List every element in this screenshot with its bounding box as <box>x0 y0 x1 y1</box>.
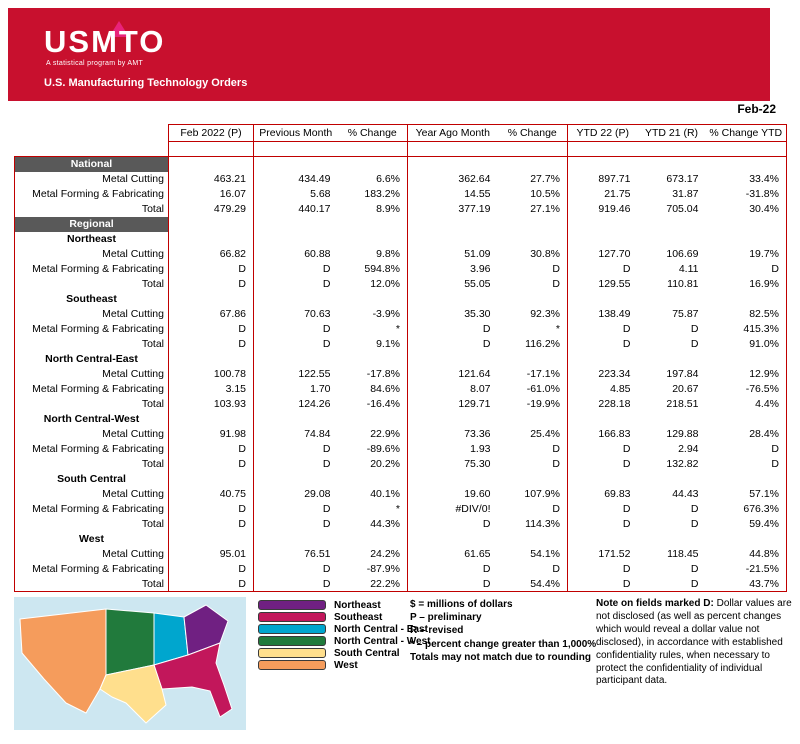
disclosure-note <box>596 598 792 688</box>
row-label-header <box>15 125 169 142</box>
section-band-row <box>15 217 787 232</box>
cell-value: 95.01 <box>169 547 254 562</box>
legend-item <box>258 623 431 635</box>
legend-label: South Central <box>334 647 400 659</box>
cell-value: 91.98 <box>169 427 254 442</box>
us-regions-map <box>14 597 246 730</box>
cell-value: 28.4% <box>706 427 787 442</box>
row-label: Metal Cutting <box>15 487 169 502</box>
cell-value: 415.3% <box>706 322 787 337</box>
table-header-row <box>15 125 787 142</box>
cell-value: 82.5% <box>706 307 787 322</box>
table-row <box>15 427 787 442</box>
cell-value: * <box>555 323 560 335</box>
cell-value: * <box>395 323 400 335</box>
col-header-feb-2022: Feb 2022 (P) <box>169 125 254 142</box>
cell-value: 19.7% <box>706 247 787 262</box>
cell-value: D <box>169 262 254 277</box>
cell-value: 594.8% <box>364 263 400 275</box>
cell-value: -61.0% <box>526 383 560 395</box>
cell-value: D <box>254 262 338 277</box>
row-label: Total <box>15 457 169 472</box>
legend-label: Northeast <box>334 599 381 611</box>
region-header-row <box>15 412 787 427</box>
cell-value: 106.69 <box>666 248 699 260</box>
region-header-label: South Central <box>15 472 169 487</box>
cell-value: 114.3% <box>525 518 560 530</box>
cell-value: 166.83 <box>568 427 638 442</box>
table-row <box>15 307 787 322</box>
row-label: Metal Forming & Fabricating <box>15 442 169 457</box>
cell-value: D <box>169 322 254 337</box>
cell-value: D <box>568 457 638 472</box>
cell-value: 54.1% <box>530 548 560 560</box>
row-label: Total <box>15 277 169 292</box>
cell-value: 61.65 <box>408 547 498 562</box>
cell-value: 100.78 <box>169 367 254 382</box>
cell-value: 44.3% <box>370 518 400 530</box>
row-label: Metal Cutting <box>15 547 169 562</box>
cell-value: 110.81 <box>667 278 699 290</box>
legend-swatch <box>258 660 326 670</box>
footnote-line: R – revised <box>410 625 464 637</box>
cell-value: 51.09 <box>408 247 498 262</box>
cell-value: D <box>690 503 699 515</box>
cell-value: D <box>690 563 699 575</box>
cell-value: D <box>169 457 254 472</box>
col-header-year-ago-month: Year Ago Month <box>408 125 498 142</box>
table-row <box>15 262 787 277</box>
cell-value: 57.1% <box>706 487 787 502</box>
cell-value: 25.4% <box>530 428 560 440</box>
cell-value: 218.51 <box>666 398 699 410</box>
cell-value: D <box>706 442 787 457</box>
table-row <box>15 487 787 502</box>
disclosure-note-body: Dollar values are not disclosed (as well as percent changes which would reveal a dollar value not disclosed), in accordance with established confidentiality rules, when necessary to protect the confidentiality of individual participant data. <box>596 598 792 687</box>
cell-value: 29.08 <box>254 487 338 502</box>
cell-value: D <box>169 502 254 517</box>
cell-value: 183.2% <box>364 188 400 200</box>
table-row <box>15 247 787 262</box>
cell-value: 463.21 <box>169 172 254 187</box>
legend-swatch <box>258 636 326 646</box>
footnote-line: * – percent change greater than 1,000% <box>410 638 597 650</box>
cell-value: 12.9% <box>706 367 787 382</box>
cell-value: 44.8% <box>706 547 787 562</box>
region-header-row <box>15 532 787 547</box>
cell-value: 84.6% <box>370 383 400 395</box>
cell-value: 440.17 <box>254 202 338 217</box>
cell-value: 31.87 <box>672 188 699 200</box>
map-legend <box>258 599 431 671</box>
cell-value: D <box>568 577 638 592</box>
legend-label: West <box>334 659 358 671</box>
cell-value: 69.83 <box>568 487 638 502</box>
cell-value: 74.84 <box>254 427 338 442</box>
col-header-pct-change-ytd: % Change YTD <box>706 125 787 142</box>
cell-value: D <box>568 262 638 277</box>
region-header-row <box>15 292 787 307</box>
cell-value: -31.8% <box>706 187 787 202</box>
legend-label: Southeast <box>334 611 383 623</box>
footnote-line: Totals may not match due to rounding <box>410 651 591 663</box>
region-header-row <box>15 472 787 487</box>
cell-value: #DIV/0! <box>408 502 498 517</box>
cell-value: 20.67 <box>672 383 699 395</box>
cell-value: 5.68 <box>254 187 338 202</box>
cell-value: D <box>254 517 338 532</box>
cell-value: 6.6% <box>376 173 400 185</box>
footnotes <box>410 598 596 664</box>
cell-value: 27.1% <box>530 203 560 215</box>
footnote-line: $ = millions of dollars <box>410 599 513 610</box>
row-label: Metal Forming & Fabricating <box>15 562 169 577</box>
table-row <box>15 577 787 592</box>
cell-value: 103.93 <box>169 397 254 412</box>
cell-value: D <box>254 322 338 337</box>
cell-value: D <box>169 442 254 457</box>
table-row <box>15 547 787 562</box>
cell-value: 67.86 <box>169 307 254 322</box>
cell-value: 75.87 <box>672 308 699 320</box>
row-label: Total <box>15 517 169 532</box>
legend-label: North Central - East <box>334 623 428 635</box>
cell-value: D <box>568 562 638 577</box>
banner-subtitle: U.S. Manufacturing Technology Orders <box>44 77 248 89</box>
legend-swatch <box>258 612 326 622</box>
table-row <box>15 442 787 457</box>
row-label: Total <box>15 397 169 412</box>
legend-item <box>258 611 431 623</box>
row-label: Metal Forming & Fabricating <box>15 322 169 337</box>
cell-value: 44.43 <box>672 488 699 500</box>
legend-label: North Central - West <box>334 635 431 647</box>
cell-value: 19.60 <box>408 487 498 502</box>
cell-value: 197.84 <box>666 368 699 380</box>
cell-value: -16.4% <box>366 398 400 410</box>
cell-value: 132.82 <box>666 458 699 470</box>
cell-value: D <box>408 517 498 532</box>
cell-value: -21.5% <box>706 562 787 577</box>
cell-value: D <box>552 458 560 470</box>
cell-value: 118.45 <box>667 548 699 560</box>
region-header-label: West <box>15 532 169 547</box>
cell-value: D <box>169 577 254 592</box>
cell-value: 676.3% <box>706 502 787 517</box>
cell-value: 21.75 <box>568 187 638 202</box>
region-header-label: North Central-East <box>15 352 169 367</box>
footnote-line: P – preliminary <box>410 612 482 624</box>
cell-value: 673.17 <box>666 173 699 185</box>
legend-swatch <box>258 624 326 634</box>
section-band-label: National <box>15 157 169 172</box>
table-row <box>15 367 787 382</box>
cell-value: 434.49 <box>254 172 338 187</box>
row-label: Metal Forming & Fabricating <box>15 502 169 517</box>
cell-value: D <box>568 502 638 517</box>
cell-value: 75.30 <box>408 457 498 472</box>
row-label: Metal Forming & Fabricating <box>15 262 169 277</box>
cell-value: D <box>254 337 338 352</box>
cell-value: 60.88 <box>254 247 338 262</box>
cell-value: 12.0% <box>370 278 400 290</box>
cell-value: D <box>408 337 498 352</box>
disclosure-note-lead: Note on fields marked D: <box>596 598 714 609</box>
cell-value: 24.2% <box>370 548 400 560</box>
cell-value: 9.1% <box>376 338 400 350</box>
cell-value: D <box>254 442 338 457</box>
cell-value: 127.70 <box>568 247 638 262</box>
cell-value: 116.2% <box>525 338 560 350</box>
cell-value: D <box>552 563 560 575</box>
header-spacer-row <box>15 142 787 157</box>
cell-value: D <box>552 278 560 290</box>
table-row <box>15 187 787 202</box>
table-row <box>15 322 787 337</box>
region-header-row <box>15 352 787 367</box>
cell-value: D <box>408 322 498 337</box>
row-label: Metal Cutting <box>15 367 169 382</box>
table-row <box>15 397 787 412</box>
table-row <box>15 562 787 577</box>
row-label: Metal Forming & Fabricating <box>15 187 169 202</box>
cell-value: 122.55 <box>254 367 338 382</box>
cell-value: * <box>395 503 400 515</box>
region-header-label: Southeast <box>15 292 169 307</box>
cell-value: D <box>254 457 338 472</box>
cell-value: 171.52 <box>568 547 638 562</box>
cell-value: D <box>706 262 787 277</box>
table-row <box>15 337 787 352</box>
cell-value: -89.6% <box>366 443 400 455</box>
cell-value: D <box>690 323 699 335</box>
cell-value: 59.4% <box>706 517 787 532</box>
cell-value: D <box>568 517 638 532</box>
table-row <box>15 502 787 517</box>
cell-value: -76.5% <box>706 382 787 397</box>
cell-value: 129.88 <box>666 428 699 440</box>
cell-value: 138.49 <box>568 307 638 322</box>
cell-value: 35.30 <box>408 307 498 322</box>
cell-value: D <box>638 577 706 592</box>
cell-value: 40.75 <box>169 487 254 502</box>
cell-value: D <box>169 337 254 352</box>
cell-value: 76.51 <box>254 547 338 562</box>
cell-value: 54.4% <box>498 577 568 592</box>
row-label: Metal Cutting <box>15 247 169 262</box>
report-date: Feb-22 <box>737 102 776 116</box>
cell-value: D <box>169 277 254 292</box>
table-row <box>15 172 787 187</box>
cell-value: 4.85 <box>568 382 638 397</box>
cell-value: 223.34 <box>568 367 638 382</box>
cell-value: 919.46 <box>568 202 638 217</box>
table-row <box>15 457 787 472</box>
row-label: Total <box>15 337 169 352</box>
cell-value: 66.82 <box>169 247 254 262</box>
cell-value: D <box>408 577 498 592</box>
table-row <box>15 202 787 217</box>
cell-value: 129.71 <box>408 397 498 412</box>
table-row <box>15 277 787 292</box>
cell-value: 1.93 <box>408 442 498 457</box>
cell-value: 3.15 <box>169 382 254 397</box>
cell-value: D <box>690 518 699 530</box>
col-header-previous-month: Previous Month <box>254 125 338 142</box>
row-label: Metal Cutting <box>15 427 169 442</box>
cell-value: D <box>254 562 338 577</box>
orders-table <box>14 124 786 592</box>
cell-value: 4.4% <box>706 397 787 412</box>
cell-value: 228.18 <box>568 397 638 412</box>
cell-value: 705.04 <box>666 203 699 215</box>
legend-item <box>258 647 431 659</box>
cell-value: -19.9% <box>526 398 560 410</box>
cell-value: 124.26 <box>254 397 338 412</box>
orders-table-body <box>15 157 787 592</box>
cell-value: 30.8% <box>530 248 560 260</box>
cell-value: 43.7% <box>706 577 787 592</box>
cell-value: 16.07 <box>169 187 254 202</box>
cell-value: -17.1% <box>526 368 560 380</box>
cell-value: 121.64 <box>408 367 498 382</box>
logo-text: USMTO <box>44 24 166 59</box>
cell-value: 73.36 <box>408 427 498 442</box>
section-band-row <box>15 157 787 172</box>
cell-value: 377.19 <box>408 202 498 217</box>
col-header-pct-change-mom: % Change <box>338 125 408 142</box>
usmto-logo <box>44 26 165 57</box>
legend-item <box>258 635 431 647</box>
cell-value: D <box>690 338 699 350</box>
legend-swatch <box>258 648 326 658</box>
cell-value: 129.55 <box>568 277 638 292</box>
region-header-label: Northeast <box>15 232 169 247</box>
section-band-label: Regional <box>15 217 169 232</box>
cell-value: D <box>169 562 254 577</box>
cell-value: 22.9% <box>370 428 400 440</box>
cell-value: -17.8% <box>366 368 400 380</box>
cell-value: 30.4% <box>706 202 787 217</box>
cell-value: 2.94 <box>678 443 699 455</box>
col-header-ytd-22: YTD 22 (P) <box>568 125 638 142</box>
cell-value: 55.05 <box>408 277 498 292</box>
cell-value: 362.64 <box>408 172 498 187</box>
cell-value: D <box>254 502 338 517</box>
legend-swatch <box>258 600 326 610</box>
row-label: Total <box>15 577 169 592</box>
row-label: Metal Cutting <box>15 307 169 322</box>
cell-value: D <box>568 337 638 352</box>
map-region-north-central-west <box>106 609 154 675</box>
row-label: Metal Forming & Fabricating <box>15 382 169 397</box>
region-header-label: North Central-West <box>15 412 169 427</box>
row-label: Total <box>15 202 169 217</box>
cell-value: 14.55 <box>408 187 498 202</box>
cell-value: 33.4% <box>706 172 787 187</box>
region-header-row <box>15 232 787 247</box>
cell-value: 479.29 <box>169 202 254 217</box>
cell-value: D <box>254 577 338 592</box>
cell-value: 3.96 <box>408 262 498 277</box>
cell-value: -87.9% <box>366 563 400 575</box>
cell-value: 70.63 <box>254 307 338 322</box>
cell-value: D <box>254 277 338 292</box>
cell-value: D <box>552 443 560 455</box>
col-header-pct-change-yoy: % Change <box>498 125 568 142</box>
cell-value: 27.7% <box>530 173 560 185</box>
col-header-ytd-21: YTD 21 (R) <box>638 125 706 142</box>
cell-value: D <box>552 503 560 515</box>
cell-value: D <box>552 263 560 275</box>
table-row <box>15 382 787 397</box>
cell-value: D <box>568 442 638 457</box>
table-row <box>15 517 787 532</box>
cell-value: D <box>169 517 254 532</box>
legend-item <box>258 599 431 611</box>
cell-value: 897.71 <box>568 172 638 187</box>
header-banner <box>8 8 770 101</box>
cell-value: 40.1% <box>370 488 400 500</box>
cell-value: 16.9% <box>706 277 787 292</box>
cell-value: -3.9% <box>372 308 400 320</box>
cell-value: 20.2% <box>370 458 400 470</box>
cell-value: 9.8% <box>376 248 400 260</box>
cell-value: D <box>706 457 787 472</box>
legend-item <box>258 659 431 671</box>
logo-tagline: A statistical program by AMT <box>46 60 144 67</box>
cell-value: 8.9% <box>376 203 400 215</box>
cell-value: D <box>568 322 638 337</box>
row-label: Metal Cutting <box>15 172 169 187</box>
cell-value: 107.9% <box>524 488 560 500</box>
cell-value: 10.5% <box>530 188 560 200</box>
cell-value: 22.2% <box>338 577 408 592</box>
cell-value: 4.11 <box>678 263 699 275</box>
cell-value: 92.3% <box>530 308 560 320</box>
cell-value: 8.07 <box>408 382 498 397</box>
cell-value: 1.70 <box>254 382 338 397</box>
cell-value: D <box>408 562 498 577</box>
cell-value: 91.0% <box>706 337 787 352</box>
